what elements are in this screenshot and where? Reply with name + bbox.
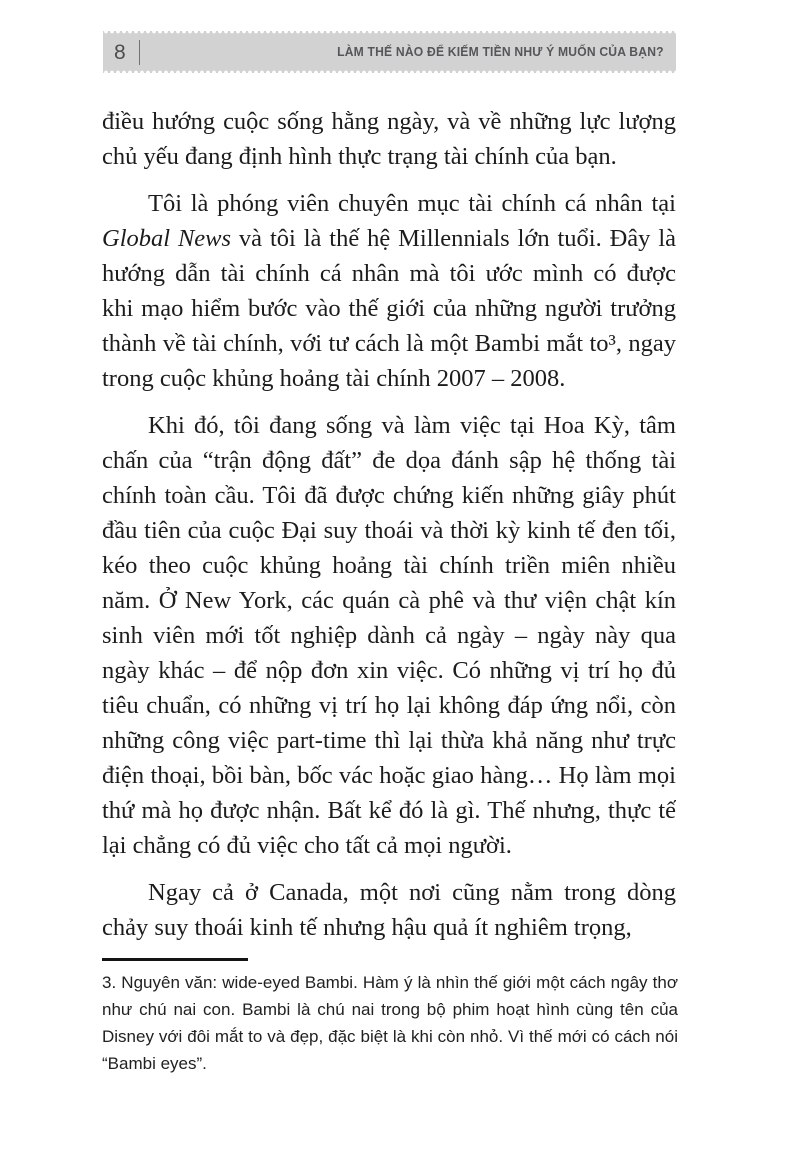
footnote-divider — [102, 958, 248, 961]
paragraph — [102, 408, 676, 863]
page-number-divider — [139, 40, 140, 65]
paragraph — [102, 875, 676, 945]
text-line: Khi đó, tôi đang sống và làm việc tại Hoa Kỳ, tâm — [148, 412, 676, 439]
page-header — [103, 31, 676, 73]
text-line: Tôi là phóng viên chuyên mục tài chính cá nhân tại — [148, 190, 676, 217]
body-text — [102, 104, 676, 945]
footnote-line: Disney với đôi mắt to và đẹp, đặc biệt là khi còn nhỏ. Vì thế mới có cách nói — [102, 1027, 678, 1046]
footnote-line: như chú nai con. Bambi là chú nai trong bộ phim hoạt hình cùng tên của — [102, 1000, 678, 1019]
paragraph — [102, 186, 676, 396]
text-line: chủ yếu đang định hình thực trạng tài chính của bạn. — [102, 143, 617, 170]
text-line: điều hướng cuộc sống hằng ngày, và về những lực lượng — [102, 108, 676, 135]
text-line: chảy suy thoái kinh tế nhưng hậu quả ít nghiêm trọng, — [102, 914, 632, 941]
footnote-line: “Bambi eyes”. — [102, 1054, 207, 1073]
text-line: thành về tài chính, với tư cách là một Bambi mắt to³, ngay — [102, 330, 676, 357]
text-line: kéo theo cuộc khủng hoảng tài chính triền miên nhiều — [102, 552, 676, 579]
text-line: hướng dẫn tài chính cá nhân mà tôi ước mình có được — [102, 260, 676, 287]
text-line: thứ mà họ được nhận. Bất kể đó là gì. Thế nhưng, thực tế — [102, 797, 676, 824]
text-line: năm. Ở New York, các quán cà phê và thư viện chật kín — [102, 587, 676, 614]
text-line: tiêu chuẩn, có những vị trí họ lại không đáp ứng nổi, còn — [102, 692, 676, 719]
text-line: Ngay cả ở Canada, một nơi cũng nằm trong dòng — [148, 879, 676, 906]
footnote-line: 3. Nguyên văn: wide-eyed Bambi. Hàm ý là nhìn thế giới một cách ngây thơ — [102, 973, 678, 992]
footnote — [102, 969, 678, 1077]
text-line: điện thoại, bồi bàn, bốc vác hoặc giao hàng… Họ làm mọi — [102, 762, 676, 789]
text-line: Global News và tôi là thế hệ Millennials lớn tuổi. Đây là — [102, 225, 676, 252]
text-line: chính toàn cầu. Tôi đã được chứng kiến những giây phút — [102, 482, 676, 509]
page-number: 8 — [114, 40, 126, 64]
text-line: chấn của “trận động đất” đe dọa đánh sập hệ thống tài — [102, 447, 676, 474]
running-title: LÀM THẾ NÀO ĐỂ KIẾM TIỀN NHƯ Ý MUỐN CỦA BẠN? — [337, 45, 664, 59]
text-line: sinh viên mới tốt nghiệp dành cả ngày – ngày này qua — [102, 622, 676, 649]
text-line: trong cuộc khủng hoảng tài chính 2007 – 2008. — [102, 365, 566, 392]
text-line: khi mạo hiểm bước vào thế giới của những người trưởng — [102, 295, 676, 322]
text-line: đầu tiên của cuộc Đại suy thoái và thời kỳ kinh tế đen tối, — [102, 517, 676, 544]
text-line: những công việc part-time thì lại thừa khả năng như trực — [102, 727, 676, 754]
text-line: ngày khác – để nộp đơn xin việc. Có những vị trí họ đủ — [102, 657, 676, 684]
paragraph — [102, 104, 676, 174]
text-line: lại chẳng có đủ việc cho tất cả mọi người. — [102, 832, 512, 859]
